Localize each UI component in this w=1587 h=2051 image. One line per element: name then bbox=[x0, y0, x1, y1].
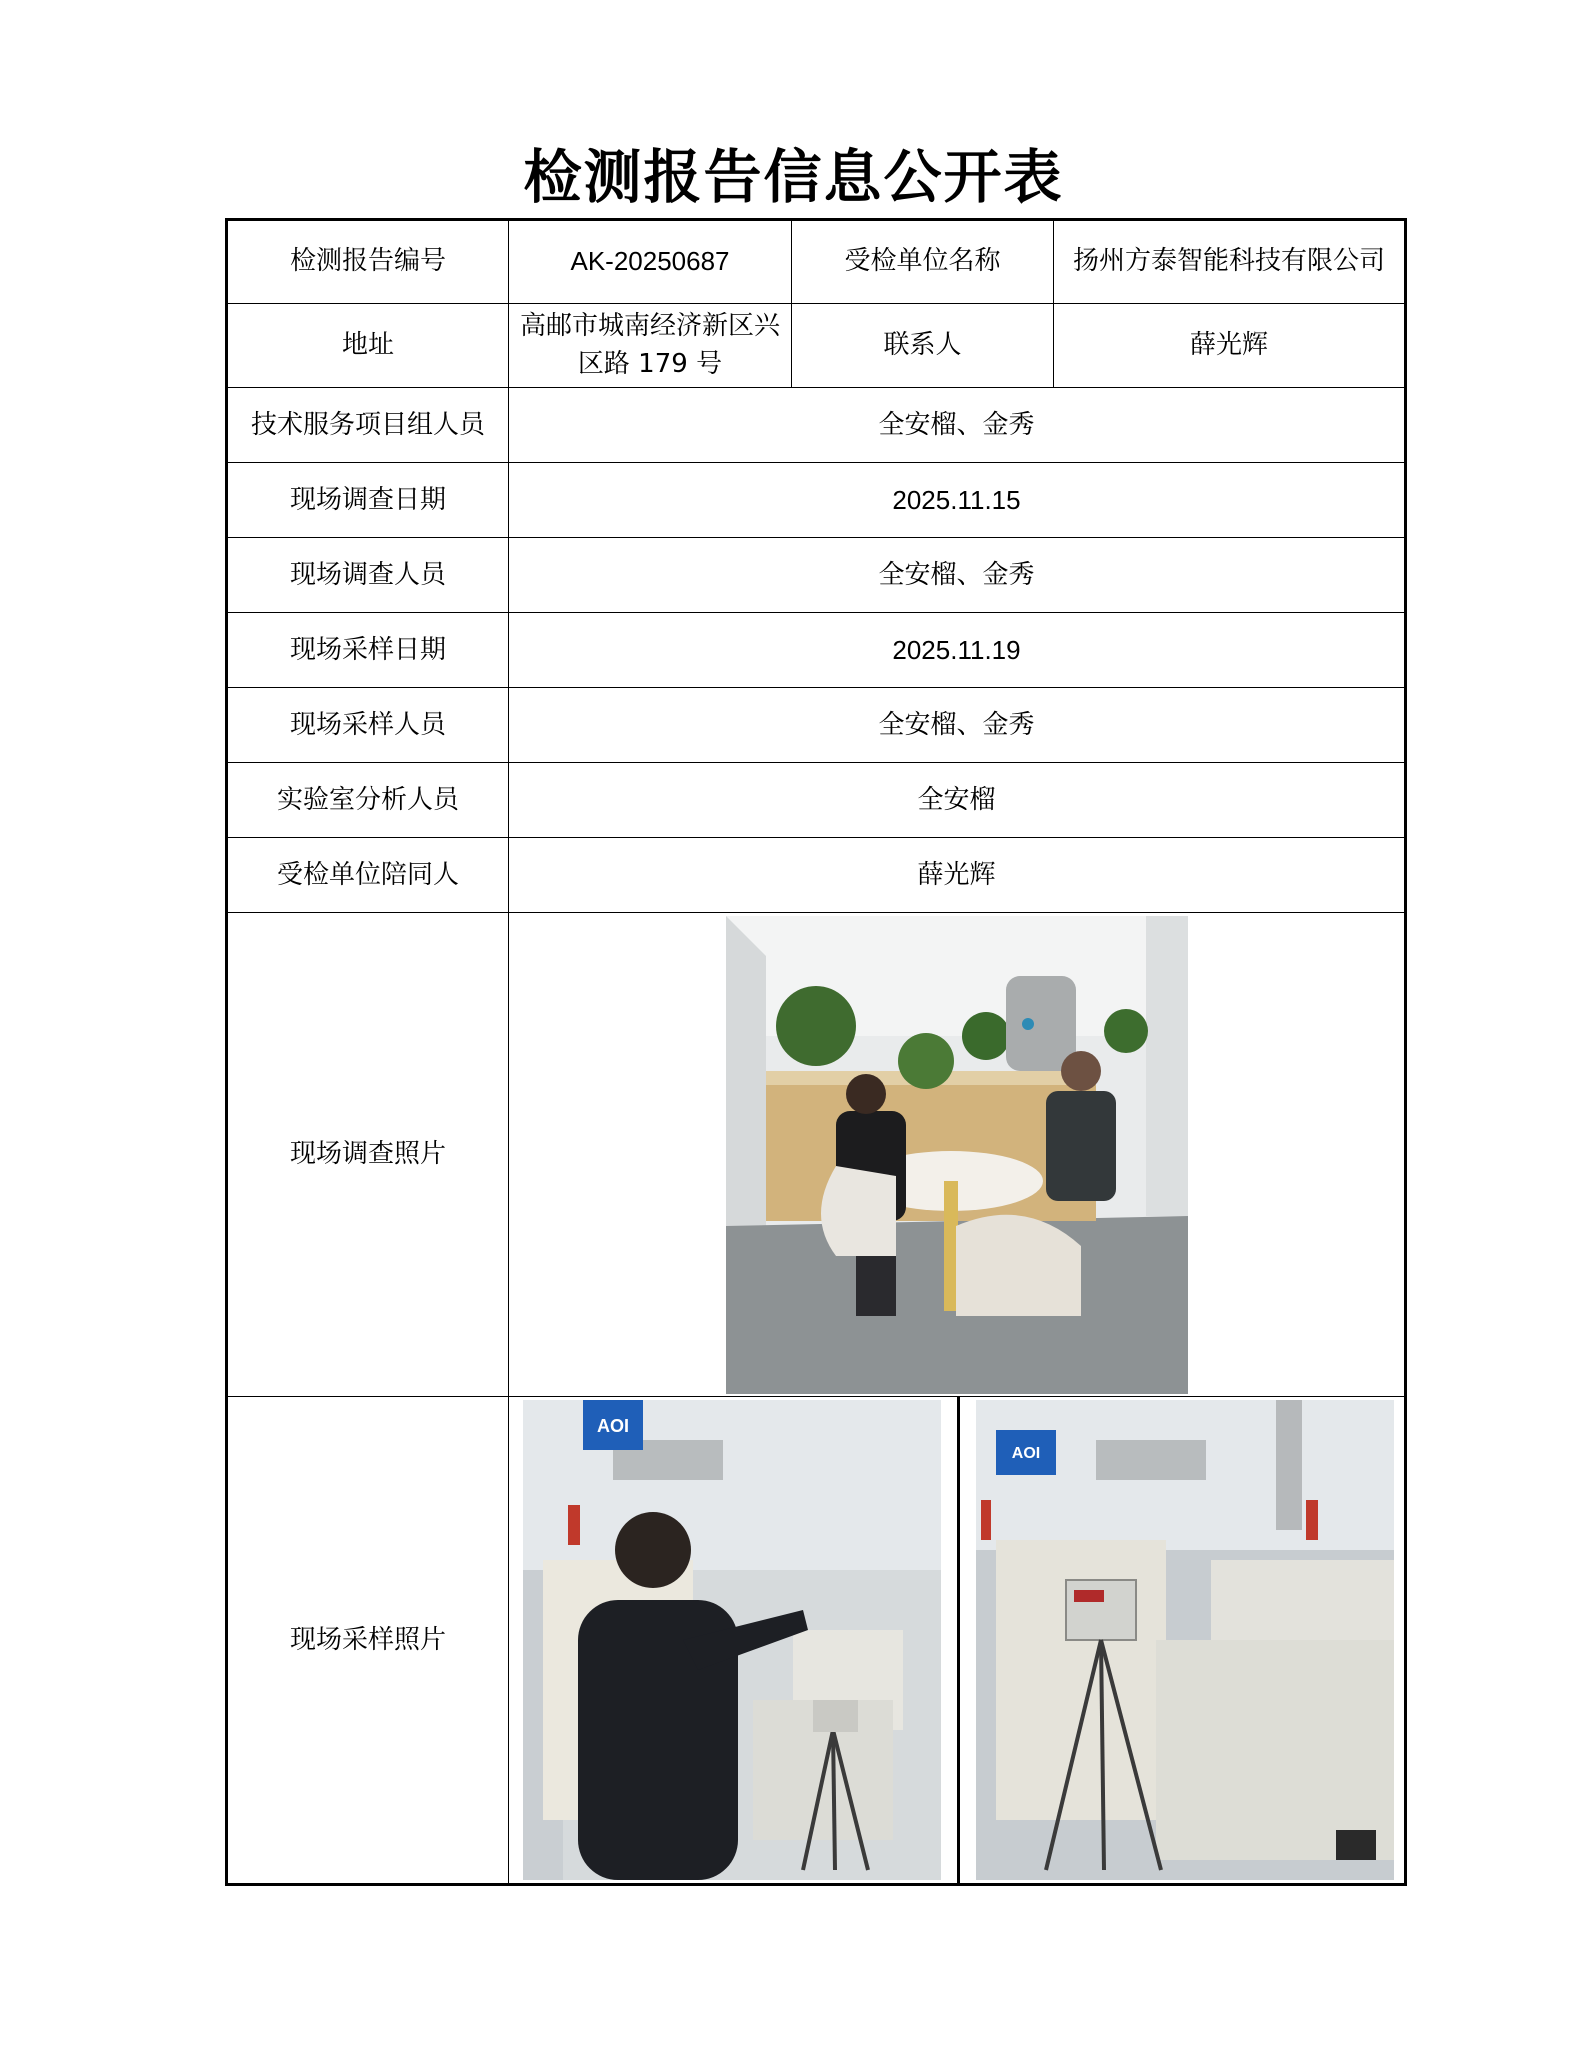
aoi-sign: AOI bbox=[596, 1416, 630, 1437]
row-label: 现场调查人员 bbox=[227, 538, 509, 613]
row-label: 现场采样日期 bbox=[227, 613, 509, 688]
row-label: 技术服务项目组人员 bbox=[227, 388, 509, 463]
report-no-value: AK-20250687 bbox=[509, 220, 792, 304]
table-row bbox=[227, 304, 1406, 388]
row-value: 全安榴、金秀 bbox=[509, 388, 1406, 463]
survey-photo bbox=[726, 916, 1188, 1394]
row-label: 现场采样人员 bbox=[227, 688, 509, 763]
contact-value: 薛光辉 bbox=[1054, 304, 1406, 388]
row-value: 全安榴、金秀 bbox=[509, 688, 1406, 763]
row-value: 全安榴 bbox=[509, 763, 1406, 838]
row-value: 全安榴、金秀 bbox=[509, 538, 1406, 613]
row-label: 受检单位陪同人 bbox=[227, 838, 509, 913]
sampling-photo-2 bbox=[976, 1400, 1394, 1880]
table-row bbox=[227, 220, 1406, 304]
unit-name-value: 扬州方泰智能科技有限公司 bbox=[1054, 220, 1406, 304]
sampling-photo-label: 现场采样照片 bbox=[227, 1397, 509, 1885]
row-value: 2025.11.19 bbox=[509, 613, 1406, 688]
info-table bbox=[225, 218, 1407, 1886]
survey-photo-row bbox=[227, 913, 1406, 1397]
table-row bbox=[227, 688, 1406, 763]
table-row bbox=[227, 463, 1406, 538]
sampling-photo-1 bbox=[523, 1400, 941, 1880]
report-no-label: 检测报告编号 bbox=[227, 220, 509, 304]
survey-photo-label: 现场调查照片 bbox=[227, 913, 509, 1397]
address-value: 高邮市城南经济新区兴区路 179 号 bbox=[509, 304, 792, 388]
page-title: 检测报告信息公开表 bbox=[523, 143, 1064, 211]
aoi-sign: AOI bbox=[1011, 1445, 1041, 1463]
row-value: 薛光辉 bbox=[509, 838, 1406, 913]
table-row bbox=[227, 613, 1406, 688]
contact-label: 联系人 bbox=[792, 304, 1054, 388]
unit-name-label: 受检单位名称 bbox=[792, 220, 1054, 304]
row-value: 2025.11.15 bbox=[509, 463, 1406, 538]
table-row bbox=[227, 838, 1406, 913]
sampling-photo-row bbox=[227, 1397, 1406, 1885]
table-row bbox=[227, 763, 1406, 838]
photo-divider bbox=[957, 1396, 960, 1886]
table-row bbox=[227, 538, 1406, 613]
row-label: 实验室分析人员 bbox=[227, 763, 509, 838]
table-row bbox=[227, 388, 1406, 463]
row-label: 现场调查日期 bbox=[227, 463, 509, 538]
address-label: 地址 bbox=[227, 304, 509, 388]
